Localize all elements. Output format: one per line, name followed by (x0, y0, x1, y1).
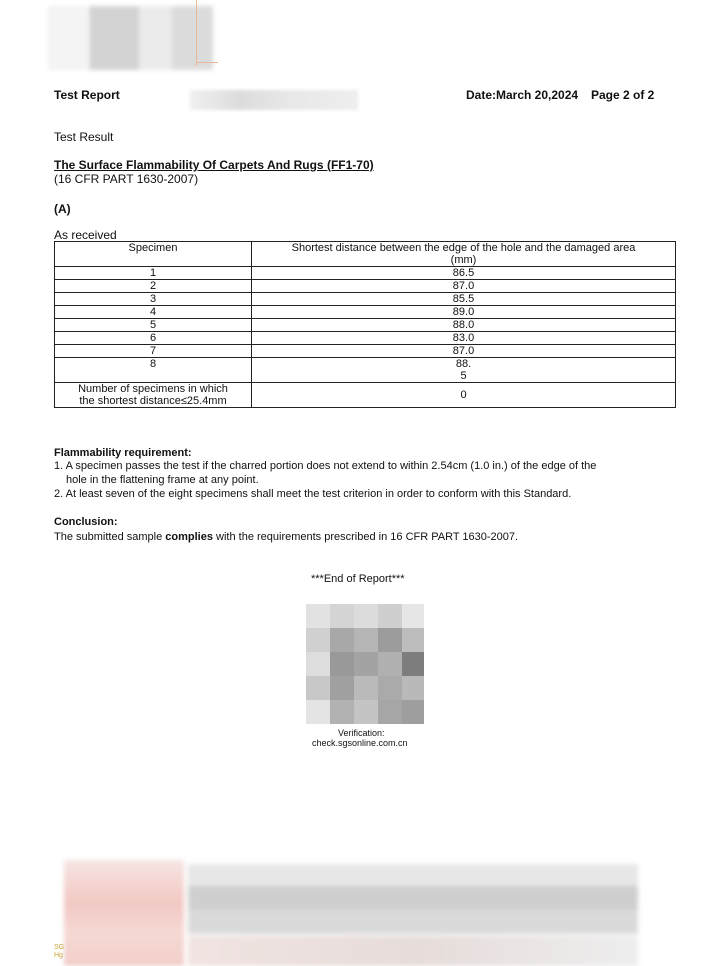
table-header-row (55, 242, 676, 267)
table-row (55, 306, 676, 319)
distance-cell: 87.0 (252, 280, 676, 293)
summary-label-cell (55, 383, 252, 408)
company-logo-redacted (48, 6, 213, 70)
specimen-cell: 4 (55, 306, 252, 319)
table-row (55, 332, 676, 345)
summary-value-cell: 0 (252, 383, 676, 408)
verification-url: check.sgsonline.com.cn (312, 738, 408, 748)
crop-mark (196, 62, 218, 63)
report-number-redacted (190, 90, 358, 110)
table-row (55, 358, 676, 383)
end-of-report: ***End of Report*** (311, 573, 405, 585)
col-header-distance-line1: Shortest distance between the edge of the hole and the damaged area (291, 242, 636, 254)
specimen-cell: 7 (55, 345, 252, 358)
specimen-cell: 2 (55, 280, 252, 293)
requirement-item-1-cont: hole in the flattening frame at any point. (66, 474, 259, 486)
summary-label-line2: the shortest distance≤25.4mm (79, 395, 227, 407)
specimen-cell: 5 (55, 319, 252, 332)
conclusion-verdict: complies (165, 531, 213, 543)
specimen-cell: 8 (55, 358, 252, 383)
standard-title: The Surface Flammability Of Carpets And Rugs (FF1-70) (54, 158, 374, 172)
condition-label: As received (54, 228, 117, 242)
section-label: Test Result (54, 130, 114, 144)
specimen-cell: 6 (55, 332, 252, 345)
crop-mark (196, 0, 197, 66)
distance-cell-line1: 88. (455, 358, 472, 370)
side-mark (54, 944, 64, 960)
footer-redacted (64, 860, 638, 966)
results-table (54, 241, 676, 408)
table-row (55, 280, 676, 293)
requirement-heading: Flammability requirement: (54, 447, 192, 459)
distance-cell: 86.5 (252, 267, 676, 280)
specimen-cell: 3 (55, 293, 252, 306)
table-row (55, 319, 676, 332)
distance-cell-line2: 5 (460, 370, 467, 382)
page-number: Page 2 of 2 (591, 88, 655, 102)
requirement-item-2: 2. At least seven of the eight specimens shall meet the test criterion in order to conform with this Standard. (54, 488, 572, 500)
specimen-cell: 1 (55, 267, 252, 280)
report-title: Test Report (54, 88, 120, 102)
summary-label-line1: Number of specimens in which (78, 383, 228, 395)
table-row (55, 293, 676, 306)
distance-cell: 87.0 (252, 345, 676, 358)
table-row (55, 345, 676, 358)
table-summary-row (55, 383, 676, 408)
group-label: (A) (54, 202, 71, 216)
col-header-distance-unit: (mm) (450, 254, 477, 266)
side-mark-line1: SG (54, 944, 65, 951)
distance-cell: 83.0 (252, 332, 676, 345)
requirement-item-1: 1. A specimen passes the test if the charred portion does not extend to within 2.54cm (1.0 in.) of the edge of the (54, 460, 597, 472)
side-mark-line2: Hg (54, 952, 63, 959)
conclusion-text-start: The submitted sample (54, 531, 166, 543)
conclusion-text-end: with the requirements prescribed in 16 CFR PART 1630-2007. (212, 531, 519, 543)
verification-qr-code (306, 604, 424, 724)
report-date: Date:March 20,2024 (466, 88, 579, 102)
col-header-specimen: Specimen (55, 242, 252, 267)
distance-cell: 89.0 (252, 306, 676, 319)
distance-cell: 85.5 (252, 293, 676, 306)
standard-subtitle: (16 CFR PART 1630-2007) (54, 172, 199, 186)
conclusion-heading: Conclusion: (54, 516, 118, 528)
distance-cell: 88.0 (252, 319, 676, 332)
col-header-distance (252, 242, 676, 267)
conclusion-text (54, 531, 518, 544)
distance-cell (252, 358, 676, 383)
verification-label: Verification: (338, 728, 385, 738)
table-row (55, 267, 676, 280)
